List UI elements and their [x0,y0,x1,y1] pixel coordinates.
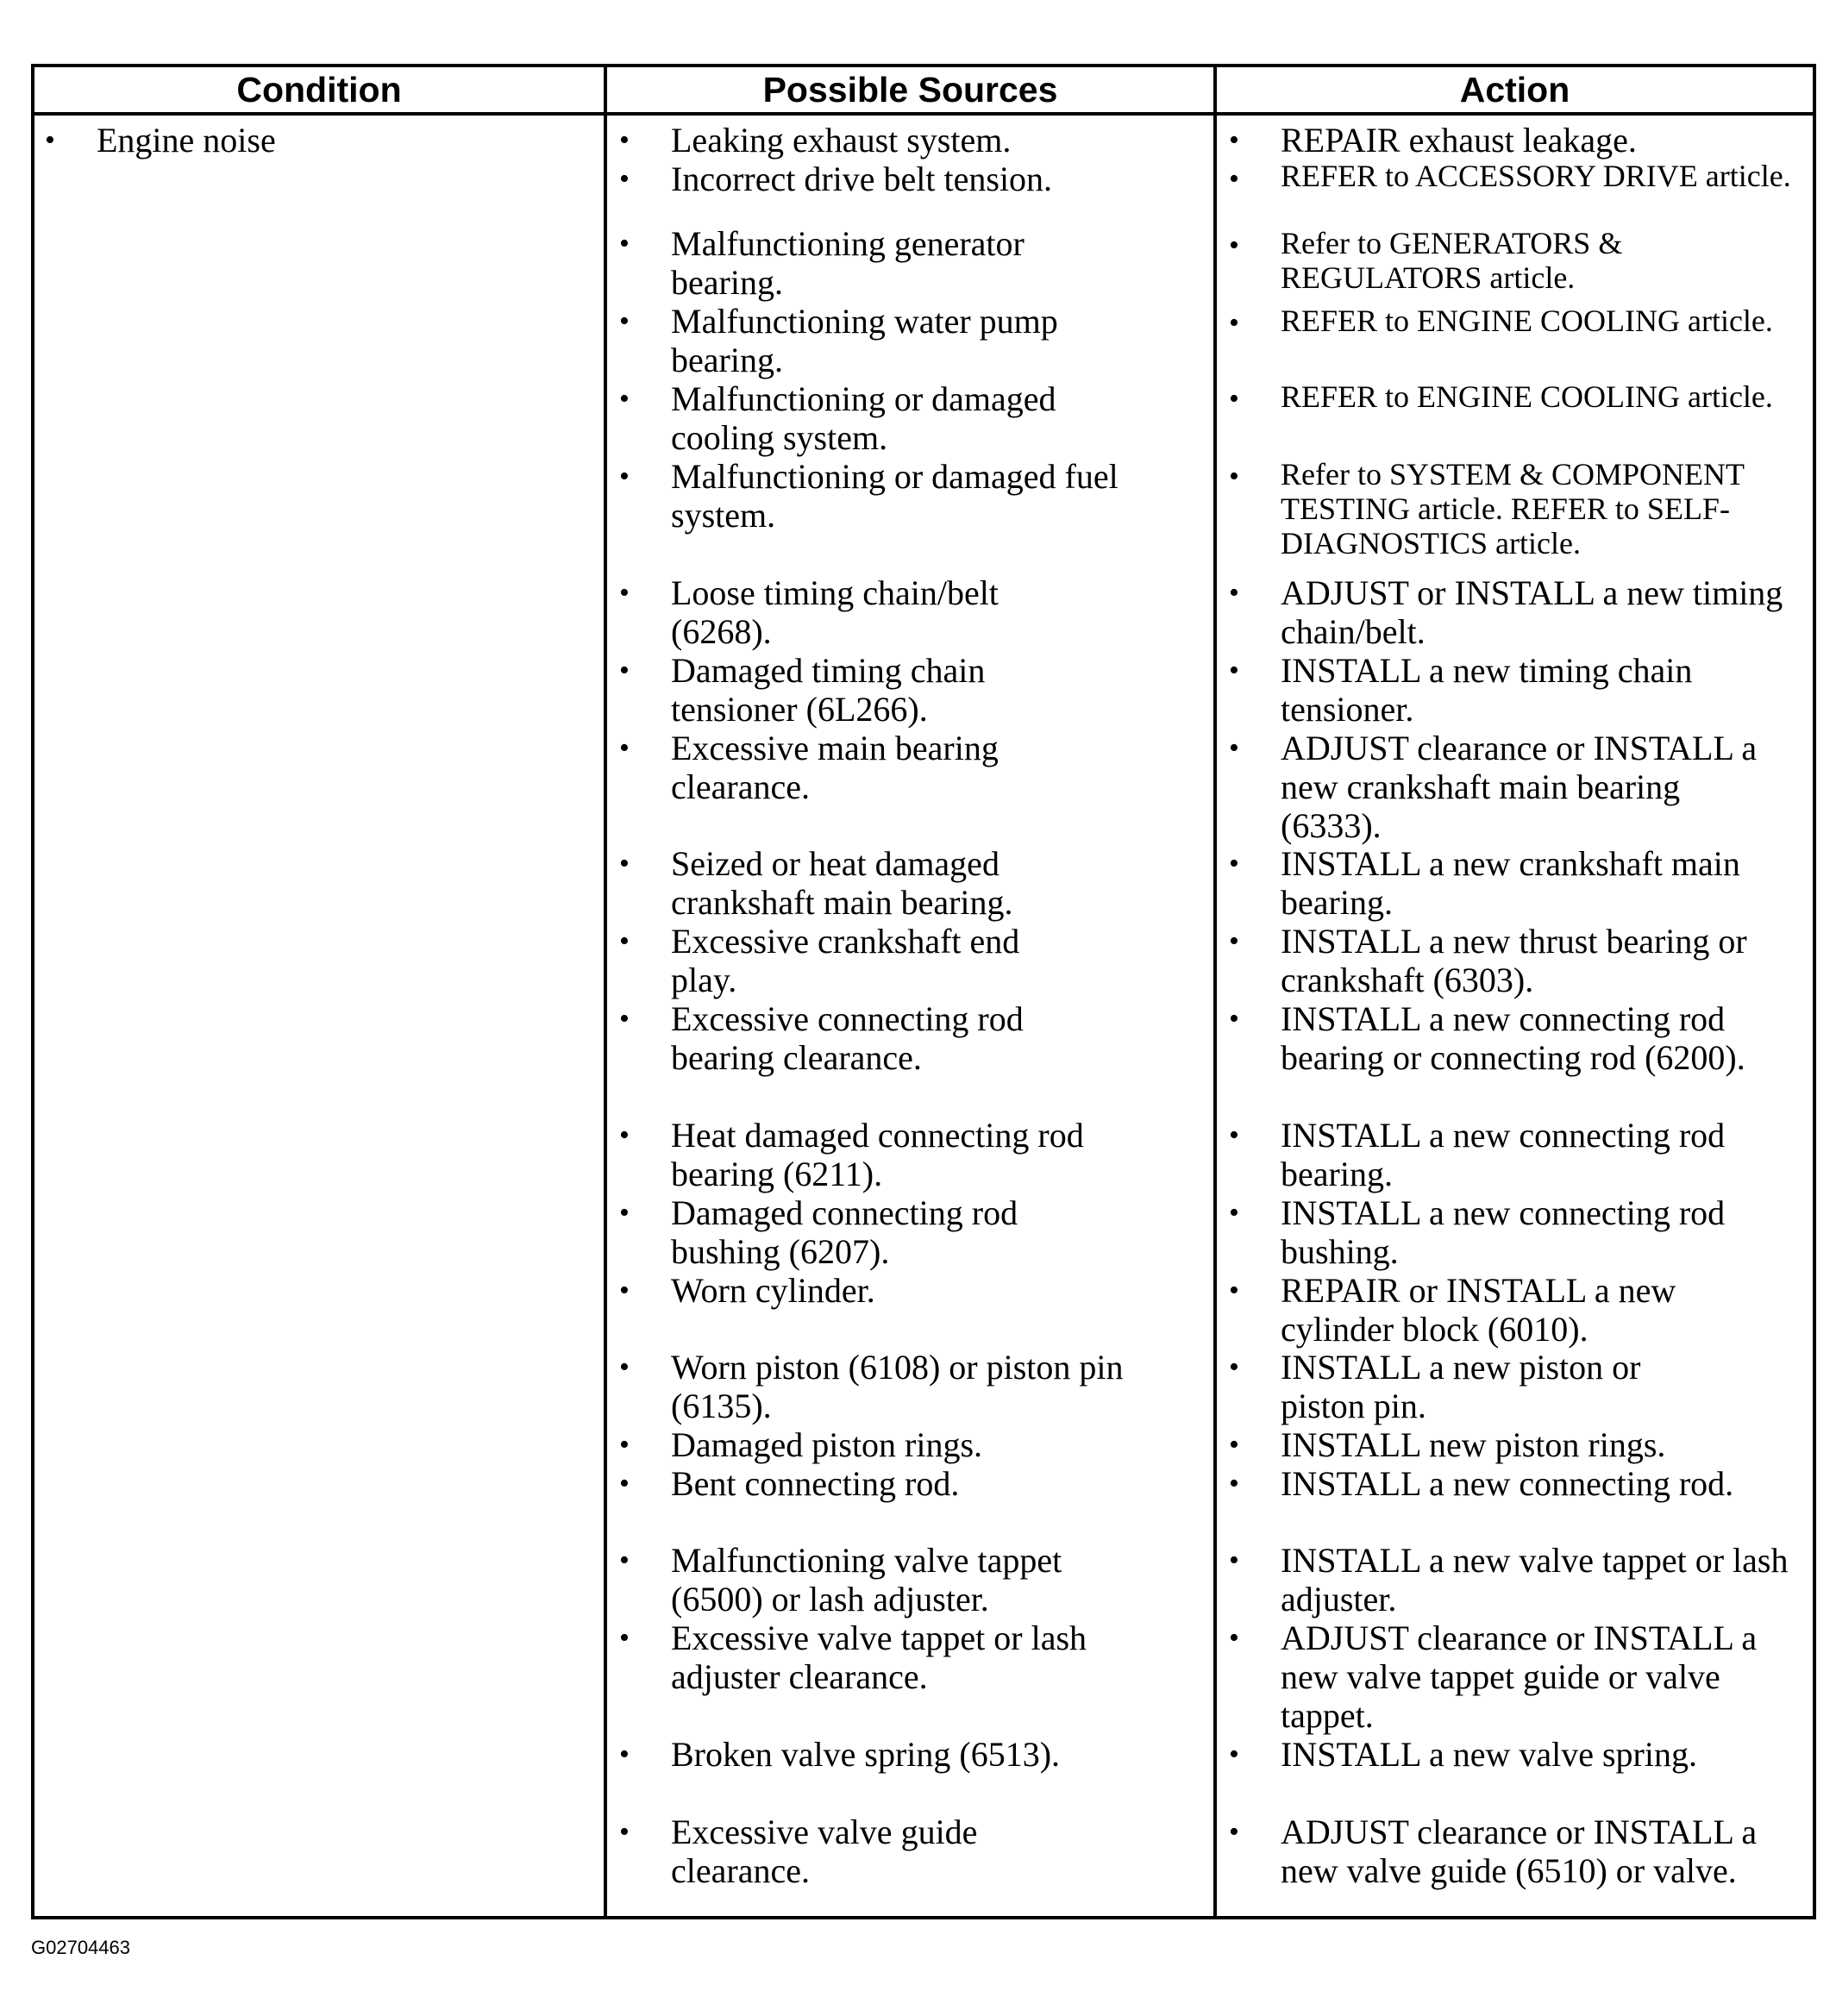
bullet-icon: • [619,1622,630,1654]
bullet-icon: • [1229,124,1239,156]
bullet-icon: • [1229,577,1239,609]
bullet-icon: • [619,163,630,195]
header-action: Action [1459,70,1570,110]
bullet-icon: • [1229,307,1239,339]
table-header [34,67,1813,116]
bullet-icon: • [619,925,630,957]
bullet-icon: • [619,732,630,764]
bullet-icon: • [1229,848,1239,880]
bullet-icon: • [1229,1197,1239,1229]
bullet-icon: • [619,124,630,156]
bullet-icon: • [619,1351,630,1383]
bullet-icon: • [1229,1622,1239,1654]
bullet-icon: • [619,1274,630,1306]
bullet-icon: • [1229,1429,1239,1461]
bullet-icon: • [619,1816,630,1848]
bullet-icon: • [1229,1003,1239,1035]
bullet-icon: • [1229,1544,1239,1576]
bullet-icon: • [1229,1468,1239,1499]
bullet-icon: • [1229,1119,1239,1151]
bullet-icon: • [1229,1274,1239,1306]
header-possible-sources: Possible Sources [762,70,1058,110]
bullet-icon: • [1229,654,1239,686]
bullet-icon: • [1229,1738,1239,1770]
bullet-icon: • [619,1468,630,1499]
bullet-icon: • [619,1003,630,1035]
bullet-icon: • [619,1544,630,1576]
bullet-icon: • [619,848,630,880]
bullet-icon: • [619,654,630,686]
column-divider [604,67,607,1916]
bullet-icon: • [619,1429,630,1461]
bullet-icon: • [619,460,630,492]
bullet-icon: • [619,305,630,337]
bullet-icon: • [619,1738,630,1770]
bullet-icon: • [1229,163,1239,195]
header-condition: Condition [236,70,402,110]
column-divider [1213,67,1217,1916]
bullet-icon: • [1229,383,1239,415]
bullet-icon: • [1229,732,1239,764]
bullet-icon: • [1229,460,1239,492]
troubleshooting-table: Condition Possible Sources Action • Engine noise • Leaking exhaust system. • Incorrect drive belt tension. • Malfunctioning generator bearing. • Malfunctioning water pump bearing. • Malfunctioning or damaged cooling system. • Malfunctioning or damaged fuel system. • Loose timing chain/belt (6268). • Damaged timing chain tensioner (6L266). • Excessive main bearing clearance. • Seized or heat damaged crankshaft main bearing. • Excessive crankshaft end play. • Excessive connecting rod bearing clearance. • Heat damaged connecting rod bearing (6211). • Damaged connecting rod bushing (6207). • Worn cylinder. • Worn piston (6108) or piston pin (6135). • Damaged piston rings. • Bent connecting rod. • Malfunctioning valve tappet (6500) or lash adjuster. • Excessive valve tappet or lash adjuster clearance. • Broken valve spring (6513). • Excessive valve guide clearance. • REPAIR exhaust leakage. • REFER to ACCESSORY DRIVE article. • Refer to GENERATORS & REGULATORS article. • REFER to ENGINE COOLING article. • REFER to ENGINE COOLING article. • Refer to SYSTEM & COMPONENT TESTING article. REFER to SELF-DIAGNOSTICS article. • ADJUST or INSTALL a new timing chain/belt. • INSTALL a new timing chain tensioner. • ADJUST clearance or INSTALL a new crankshaft main bearing (6333). • INSTALL a new crankshaft main bearing. • INSTALL a new thrust bearing or crankshaft (6303). • INSTALL a new connecting rod bearing or connecting rod (6200). • INSTALL a new connecting rod bearing. • INSTALL a new connecting rod bushing. • REPAIR or INSTALL a new cylinder block (6010). • INSTALL a new piston or piston pin. • INSTALL new piston rings. • INSTALL a new connecting rod. • INSTALL a new valve tappet or lash adjuster. • ADJUST clearance or INSTALL a new valve tappet guide or valve tappet. • INSTALL a new valve spring. • ADJUST clearance or INSTALL a new valve guide (6510) or valve. [31,64,1816,1919]
bullet-icon: • [1229,229,1239,261]
bullet-icon: • [619,1119,630,1151]
bullet-icon: • [45,124,55,156]
bullet-icon: • [1229,1816,1239,1848]
bullet-icon: • [619,383,630,415]
bullet-icon: • [619,228,630,260]
bullet-icon: • [1229,925,1239,957]
figure-code: G02704463 [31,1937,130,1958]
bullet-icon: • [619,577,630,609]
bullet-icon: • [619,1197,630,1229]
bullet-icon: • [1229,1351,1239,1383]
